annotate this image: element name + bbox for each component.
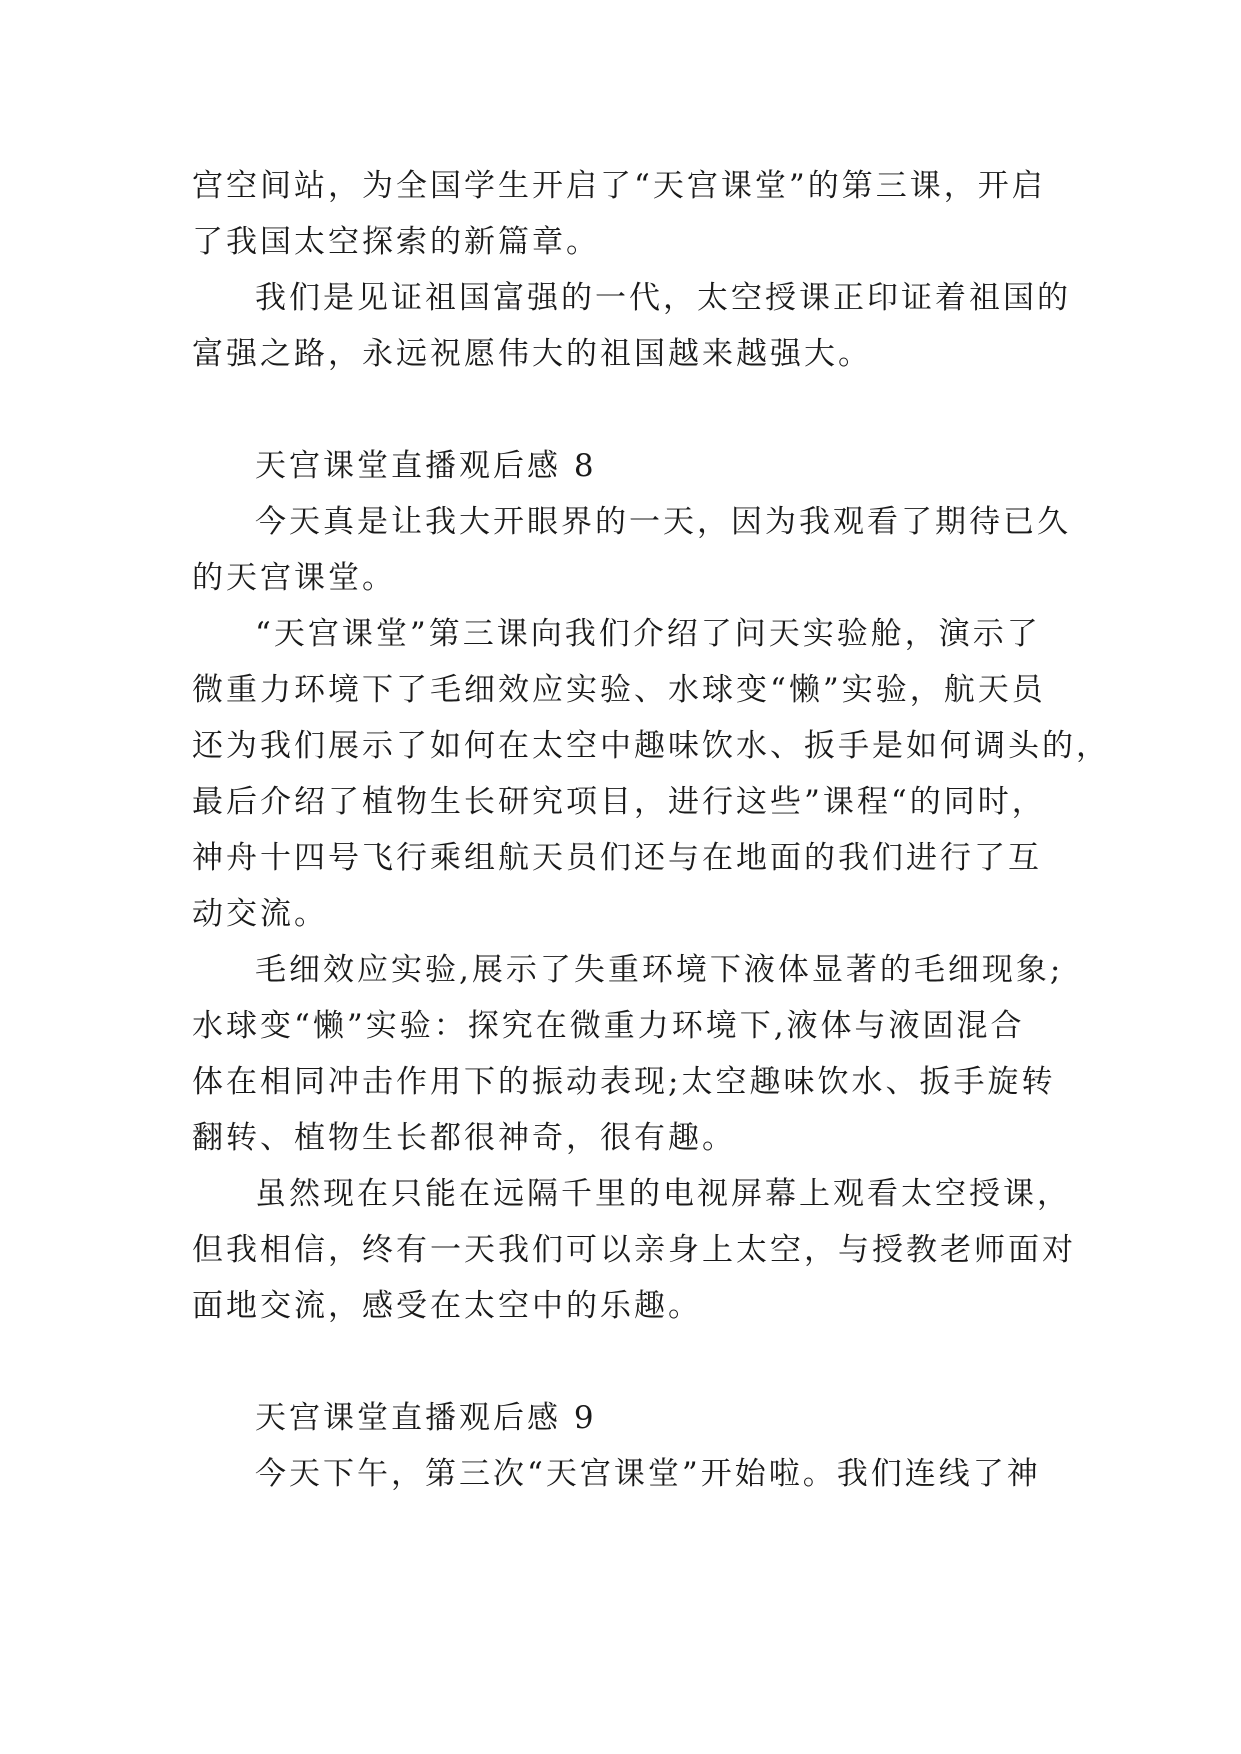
paragraph-line: 水球变“懒”实验：探究在微重力环境下,液体与液固混合 [192, 1008, 1025, 1044]
section-heading: 天宫课堂直播观后感 8 [255, 448, 597, 484]
paragraph-line: 虽然现在只能在远隔千里的电视屏幕上观看太空授课， [255, 1176, 1071, 1212]
paragraph-line: 了我国太空探索的新篇章。 [192, 224, 600, 260]
paragraph-line: 微重力环境下了毛细效应实验、水球变“懒”实验，航天员 [192, 672, 1046, 708]
paragraph-line: 今天下午，第三次“天宫课堂”开始啦。我们连线了神 [255, 1456, 1041, 1492]
paragraph-line: 但我相信，终有一天我们可以亲身上太空，与授教老师面对 [192, 1232, 1076, 1268]
paragraph-line: 体在相同冲击作用下的振动表现;太空趣味饮水、扳手旋转 [192, 1064, 1056, 1100]
paragraph-line: 还为我们展示了如何在太空中趣味饮水、扳手是如何调头的， [192, 728, 1110, 764]
paragraph-line: 毛细效应实验,展示了失重环境下液体显著的毛细现象; [255, 952, 1064, 988]
paragraph-line: 我们是见证祖国富强的一代，太空授课正印证着祖国的 [255, 280, 1071, 316]
paragraph-line: 今天真是让我大开眼界的一天，因为我观看了期待已久 [255, 504, 1071, 540]
paragraph-line: 的天宫课堂。 [192, 560, 396, 596]
paragraph-line: 动交流。 [192, 896, 328, 932]
paragraph-line: 神舟十四号飞行乘组航天员们还与在地面的我们进行了互 [192, 840, 1042, 876]
paragraph-line: 富强之路，永远祝愿伟大的祖国越来越强大。 [192, 336, 872, 372]
paragraph-line: 宫空间站，为全国学生开启了“天宫课堂”的第三课，开启 [192, 168, 1046, 204]
section-heading: 天宫课堂直播观后感 9 [255, 1400, 597, 1436]
paragraph-line: 最后介绍了植物生长研究项目，进行这些”课程“的同时， [192, 784, 1046, 820]
paragraph-line: 面地交流，感受在太空中的乐趣。 [192, 1288, 702, 1324]
paragraph-line: 翻转、植物生长都很神奇，很有趣。 [192, 1120, 736, 1156]
paragraph-line: “天宫课堂”第三课向我们介绍了问天实验舱，演示了 [255, 616, 1041, 652]
